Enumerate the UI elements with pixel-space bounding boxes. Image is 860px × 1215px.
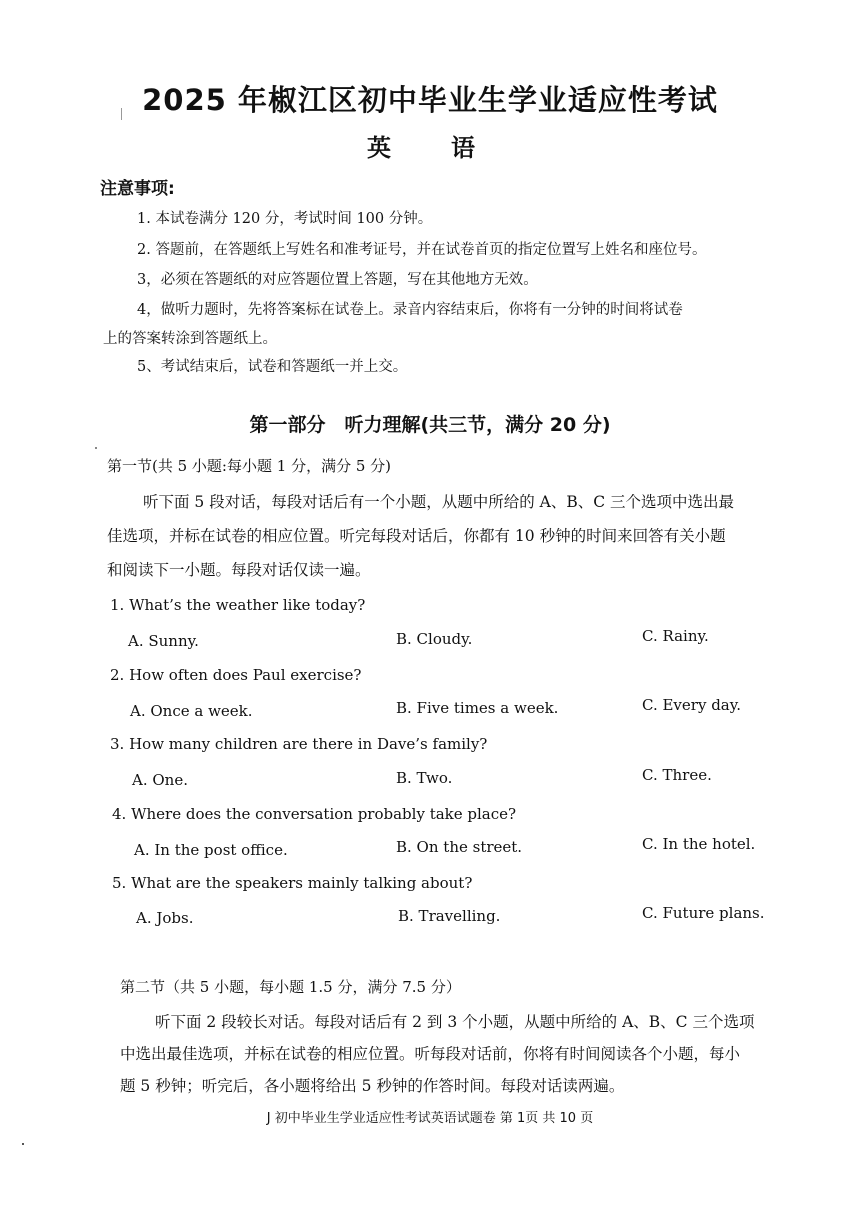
notice-item: 1. 本试卷满分 120 分，考试时间 100 分钟。	[137, 211, 433, 227]
option-a: A. Once a week.	[130, 702, 253, 720]
option-a: A. Sunny.	[128, 632, 199, 650]
exam-title: 2025 年椒江区初中毕业生学业适应性考试	[142, 83, 718, 117]
question-text: 5. What are the speakers mainly talking about?	[112, 874, 473, 892]
scan-mark	[121, 108, 122, 120]
option-b: B. Travelling.	[398, 907, 501, 925]
option-b: B. On the street.	[396, 838, 523, 856]
option-a: A. In the post office.	[134, 841, 288, 859]
section-one-heading: 第一节(共 5 小题:每小题 1 分，满分 5 分)	[107, 457, 391, 475]
section-one-instruction: 和阅读下一小题。每段对话仅读一遍。	[107, 561, 371, 579]
page-footer: J 初中毕业生学业适应性考试英语试题卷 第 1页 共 10 页	[266, 1111, 594, 1126]
notice-item: 3，必须在答题纸的对应答题位置上答题，写在其他地方无效。	[137, 272, 538, 288]
option-b: B. Two.	[396, 769, 453, 787]
notice-item: 4，做听力题时，先将答案标在试卷上。录音内容结束后，你将有一分钟的时间将试卷	[137, 302, 683, 318]
notice-item: 2. 答题前，在答题纸上写姓名和准考证号，并在试卷首页的指定位置写上姓名和座位号。	[137, 242, 707, 258]
part-one-heading: 第一部分 听力理解(共三节，满分 20 分)	[249, 414, 611, 436]
option-a: A. Jobs.	[136, 909, 194, 927]
notice-item: 5、考试结束后，试卷和答题纸一并上交。	[137, 359, 408, 375]
option-c: C. Future plans.	[642, 904, 765, 922]
option-a: A. One.	[132, 771, 188, 789]
option-b: B. Cloudy.	[396, 630, 473, 648]
scan-mark	[22, 1143, 24, 1145]
section-one-instruction: 听下面 5 段对话，每段对话后有一个小题，从题中所给的 A、B、C 三个选项中选出最	[143, 493, 735, 511]
section-two-instruction: 听下面 2 段较长对话。每段对话后有 2 到 3 个小题，从题中所给的 A、B、C 三个选项	[155, 1013, 755, 1031]
notice-item: 上的答案转涂到答题纸上。	[103, 331, 277, 347]
exam-subject: 英 语	[367, 134, 493, 162]
section-two-heading: 第二节（共 5 小题，每小题 1.5 分，满分 7.5 分）	[120, 978, 461, 996]
question-text: 4. Where does the conversation probably take place?	[112, 805, 517, 823]
section-one-instruction: 佳选项，并标在试卷的相应位置。听完每段对话后，你都有 10 秒钟的时间来回答有关小题	[107, 527, 726, 545]
question-text: 2. How often does Paul exercise?	[110, 666, 362, 684]
option-c: C. Three.	[642, 766, 712, 784]
question-text: 3. How many children are there in Dave’s family?	[110, 735, 488, 753]
option-c: C. Rainy.	[642, 627, 709, 645]
notice-heading: 注意事项:	[100, 179, 175, 199]
section-two-instruction: 中选出最佳选项，并标在试卷的相应位置。听每段对话前，你将有时间阅读各个小题，每小	[120, 1045, 741, 1063]
section-two-instruction: 题 5 秒钟；听完后，各小题将给出 5 秒钟的作答时间。每段对话读两遍。	[120, 1077, 625, 1095]
option-c: C. In the hotel.	[642, 835, 756, 853]
option-b: B. Five times a week.	[396, 699, 559, 717]
scan-mark	[95, 447, 97, 449]
question-text: 1. What’s the weather like today?	[110, 596, 366, 614]
option-c: C. Every day.	[642, 696, 741, 714]
